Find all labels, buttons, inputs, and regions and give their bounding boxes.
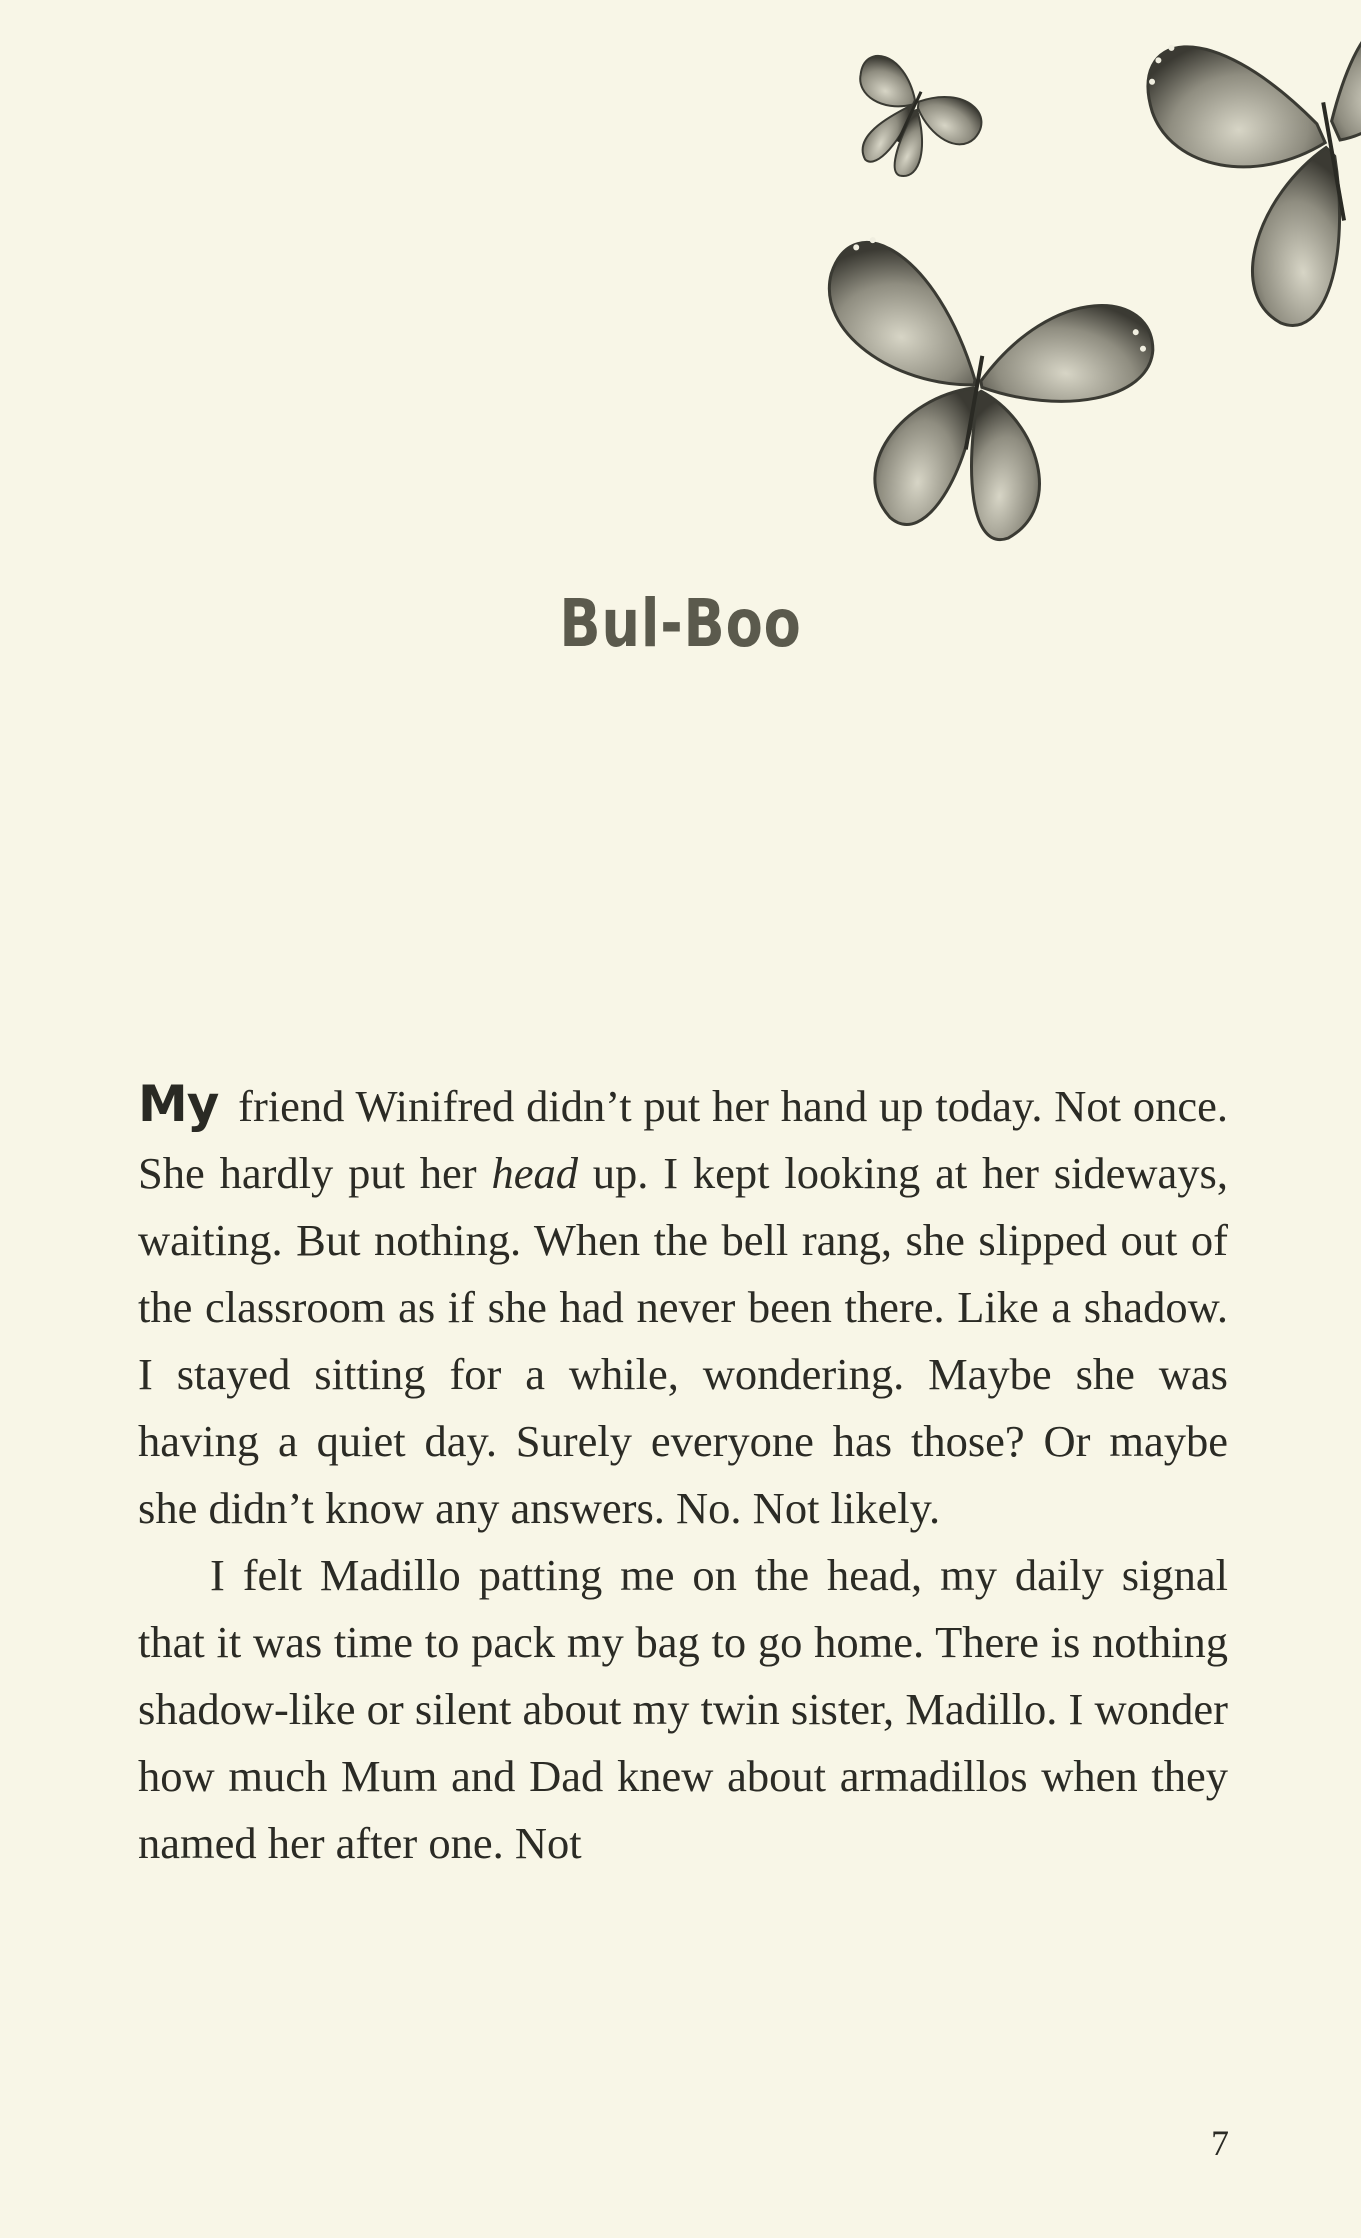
paragraph-1-text-a: friend Winifred didn’t put her hand up today. Not once. She hardly put her <box>138 1081 1228 1198</box>
butterfly-icon <box>827 50 991 199</box>
paragraph-1-text-b: up. I kept looking at her sideways, waiting. But nothing. When the bell rang, she slipped out of the classroom as if she had never been there. Like a shadow. I stayed sitting for a while, wondering. Maybe she was having a quiet day. Surely everyone has those? Or maybe she didn’t know any answers. No. Not likely. <box>138 1148 1228 1533</box>
paragraph-1-emphasis: head <box>491 1148 578 1198</box>
butterfly-icon <box>790 231 1164 560</box>
paragraph-2: I felt Madillo patting me on the head, my daily signal that it was time to pack my bag to go home. There is nothing shadow-like or silent about my twin sister, Madillo. I wonder how much Mum and Dad knew about armadillos when they named her after one. Not <box>138 1550 1228 1868</box>
butterflies-illustration <box>780 0 1361 560</box>
chapter-body <box>138 1071 1228 1877</box>
chapter-title: Bul-Boo <box>559 585 802 662</box>
page-number: 7 <box>1211 2123 1229 2163</box>
drop-cap: My <box>138 1075 219 1133</box>
butterfly-icon <box>1141 3 1361 343</box>
paragraph-1 <box>138 1071 1228 1542</box>
